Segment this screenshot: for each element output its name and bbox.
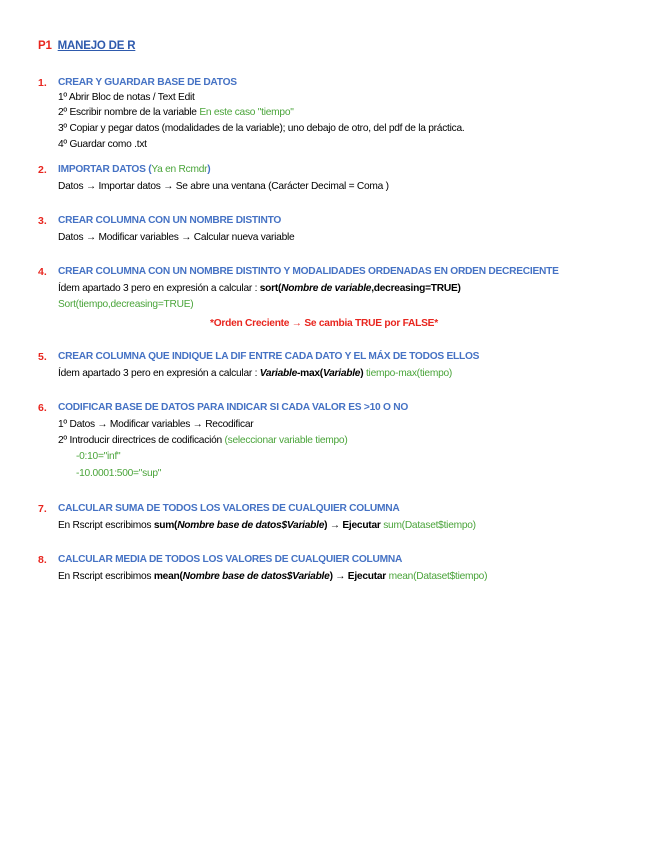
step-text: 2º Introducir directrices de codificación bbox=[58, 435, 222, 446]
step-text: En Rscript escribimos bbox=[58, 520, 154, 531]
code-text: ,decreasing=TRUE) bbox=[371, 283, 461, 294]
step-line bbox=[58, 520, 476, 531]
code-text: sum( bbox=[153, 520, 178, 531]
code-example: mean(Dataset$tiempo) bbox=[388, 571, 488, 582]
code-placeholder: Variable bbox=[259, 368, 298, 379]
step-line: 1º Datos → Modificar variables → Recodificar bbox=[58, 419, 254, 430]
section-heading: CODIFICAR BASE DE DATOS PARA INDICAR SI CADA VALOR ES >10 O NO bbox=[58, 402, 409, 413]
code-text: ) → Ejecutar bbox=[324, 520, 381, 531]
step-line: 4º Guardar como .txt bbox=[58, 139, 147, 150]
code-text: sort( bbox=[259, 283, 282, 294]
page-title bbox=[38, 40, 135, 52]
code-placeholder: Nombre base de datos$Variable bbox=[177, 520, 325, 531]
code-placeholder: Nombre base de datos$Variable bbox=[182, 571, 330, 582]
section-number: 7. bbox=[38, 503, 47, 515]
step-line: 3º Copiar y pegar datos (modalidades de la variable); uno debajo de otro, del pdf de la práctica. bbox=[58, 123, 465, 134]
step-text: Ídem apartado 3 pero en expresión a calcular : bbox=[58, 283, 260, 294]
note-text: (seleccionar variable tiempo) bbox=[224, 435, 348, 446]
code-example: -10.0001:500="sup" bbox=[76, 468, 162, 479]
step-line bbox=[58, 435, 348, 446]
step-line bbox=[58, 283, 461, 294]
step-text: Ídem apartado 3 pero en expresión a calcular : bbox=[58, 368, 260, 379]
heading-text: IMPORTAR DATOS ( bbox=[58, 164, 152, 175]
heading-close: ) bbox=[207, 164, 211, 175]
step-line: 1º Abrir Bloc de notas / Text Edit bbox=[58, 92, 195, 103]
step-text: En Rscript escribimos bbox=[58, 571, 154, 582]
step-line: Datos → Importar datos → Se abre una ventana (Carácter Decimal = Coma ) bbox=[58, 181, 389, 192]
code-example: -0:10="inf" bbox=[76, 451, 121, 462]
section-number: 5. bbox=[38, 351, 47, 363]
title-prefix: P1 bbox=[38, 40, 52, 52]
step-text: 2º Escribir nombre de la variable bbox=[58, 107, 197, 118]
section-number: 8. bbox=[38, 554, 47, 566]
note-text: En este caso "tiempo" bbox=[199, 107, 294, 118]
section-number: 3. bbox=[38, 215, 47, 227]
code-text: mean( bbox=[153, 571, 183, 582]
heading-note: Ya en Rcmdr bbox=[151, 164, 208, 175]
code-text: -max( bbox=[297, 368, 323, 379]
note-text: *Orden Creciente → Se cambia TRUE por FALSE* bbox=[210, 318, 438, 329]
code-placeholder: Nombre de variable bbox=[281, 283, 372, 294]
section-number: 1. bbox=[38, 77, 47, 89]
code-text: ) → Ejecutar bbox=[329, 571, 387, 582]
title-text: MANEJO DE R bbox=[57, 40, 136, 52]
code-example: sum(Dataset$tiempo) bbox=[383, 520, 476, 531]
section-number: 2. bbox=[38, 164, 47, 176]
code-example: Sort(tiempo,decreasing=TRUE) bbox=[58, 299, 194, 310]
section-number: 6. bbox=[38, 402, 47, 414]
section-heading: CREAR COLUMNA CON UN NOMBRE DISTINTO Y MODALIDADES ORDENADAS EN ORDEN DECRECIENTE bbox=[58, 266, 559, 277]
section-heading: CALCULAR SUMA DE TODOS LOS VALORES DE CUALQUIER COLUMNA bbox=[58, 503, 400, 514]
section-number: 4. bbox=[38, 266, 47, 278]
section-heading: CREAR COLUMNA QUE INDIQUE LA DIF ENTRE CADA DATO Y EL MÁX DE TODOS ELLOS bbox=[58, 351, 480, 362]
step-line: Datos → Modificar variables → Calcular nueva variable bbox=[58, 232, 295, 243]
section-heading: CALCULAR MEDIA DE TODOS LOS VALORES DE CUALQUIER COLUMNA bbox=[58, 554, 403, 565]
step-line bbox=[58, 368, 452, 379]
code-text: ) bbox=[360, 368, 364, 379]
section-heading: CREAR COLUMNA CON UN NOMBRE DISTINTO bbox=[58, 215, 282, 226]
code-placeholder: Variable bbox=[322, 368, 361, 379]
section-heading bbox=[58, 164, 210, 175]
section-heading: CREAR Y GUARDAR BASE DE DATOS bbox=[58, 77, 237, 88]
step-line bbox=[58, 107, 294, 118]
step-line bbox=[58, 571, 487, 582]
code-example: tiempo-max(tiempo) bbox=[365, 368, 453, 379]
